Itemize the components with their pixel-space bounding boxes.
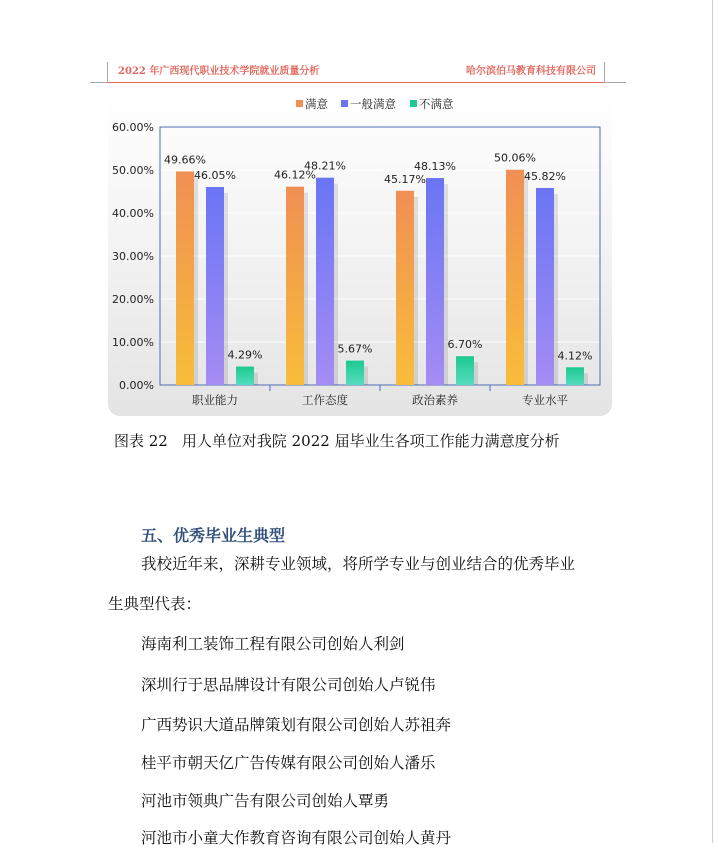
data-label: 6.70% bbox=[447, 338, 483, 352]
legend-label: 满意 bbox=[305, 97, 328, 111]
x-tick-label: 专业水平 bbox=[522, 393, 568, 407]
bar bbox=[176, 171, 194, 385]
data-label: 48.13% bbox=[414, 160, 456, 174]
legend-marker bbox=[341, 100, 348, 107]
legend-marker bbox=[410, 100, 417, 107]
bar bbox=[456, 356, 474, 385]
y-tick-label: 20.00% bbox=[112, 293, 154, 306]
bar bbox=[206, 187, 224, 385]
header-rule bbox=[108, 82, 604, 83]
bar bbox=[396, 191, 414, 385]
paragraph-line-2: 生典型代表： bbox=[108, 595, 202, 613]
y-tick-label: 40.00% bbox=[112, 207, 154, 220]
header-left-text: 2022 年广西现代职业技术学院就业质量分析 bbox=[118, 66, 320, 77]
bar bbox=[536, 188, 554, 385]
bar bbox=[566, 367, 584, 385]
founder-item: 河池市小童大作教育咨询有限公司创始人黄丹 bbox=[141, 829, 452, 847]
data-label: 50.06% bbox=[494, 151, 536, 165]
chart-container bbox=[108, 90, 612, 416]
crop-mark-right bbox=[604, 62, 605, 82]
founder-item: 广西势识大道品牌策划有限公司创始人苏祖奔 bbox=[141, 716, 452, 734]
bar bbox=[286, 187, 304, 385]
y-tick-label: 10.00% bbox=[112, 336, 154, 349]
data-label: 49.66% bbox=[164, 153, 206, 167]
y-tick-label: 0.00% bbox=[119, 379, 154, 392]
data-label: 45.82% bbox=[524, 169, 566, 183]
x-tick-label: 职业能力 bbox=[192, 393, 238, 407]
founder-item: 海南利工装饰工程有限公司创始人利剑 bbox=[141, 635, 405, 653]
paragraph-line-1: 我校近年来，深耕专业领域，将所学专业与创业结合的优秀毕业 bbox=[141, 555, 576, 573]
y-tick-label: 50.00% bbox=[112, 164, 154, 177]
crop-mark-right-h bbox=[604, 82, 626, 83]
caption-prefix: 图表 22 bbox=[114, 432, 168, 450]
x-tick-label: 政治素养 bbox=[412, 393, 458, 407]
legend-marker bbox=[296, 100, 303, 107]
header-right-text: 哈尔滨伯马教育科技有限公司 bbox=[466, 66, 596, 77]
crop-mark-left-h bbox=[90, 82, 108, 83]
data-label: 48.21% bbox=[304, 159, 346, 173]
y-tick-label: 30.00% bbox=[112, 250, 154, 263]
x-tick-label: 工作态度 bbox=[302, 393, 348, 407]
caption-text: 用人单位对我院 2022 届毕业生各项工作能力满意度分析 bbox=[181, 432, 560, 450]
bar bbox=[316, 178, 334, 385]
chart-caption bbox=[114, 430, 560, 451]
founder-item: 桂平市朝天亿广告传媒有限公司创始人潘乐 bbox=[141, 754, 436, 772]
data-label: 4.12% bbox=[557, 349, 593, 363]
founder-item: 深圳行于思品牌设计有限公司创始人卢锐伟 bbox=[141, 676, 436, 694]
data-label: 45.17% bbox=[384, 172, 426, 186]
bar bbox=[236, 367, 254, 385]
data-label: 4.29% bbox=[227, 348, 263, 362]
data-label: 46.05% bbox=[194, 168, 236, 182]
page-edge bbox=[712, 0, 713, 843]
bar bbox=[426, 178, 444, 385]
founder-item: 河池市领典广告有限公司创始人覃勇 bbox=[141, 792, 390, 810]
data-label: 5.67% bbox=[337, 342, 373, 356]
satisfaction-bar-chart bbox=[108, 90, 612, 416]
legend-label: 不满意 bbox=[419, 97, 454, 111]
data-label: 46.12% bbox=[274, 168, 316, 182]
bar bbox=[506, 170, 524, 385]
legend-label: 一般满意 bbox=[350, 97, 396, 111]
section-title: 五、优秀毕业生典型 bbox=[141, 526, 286, 545]
bar bbox=[346, 361, 364, 385]
page-header bbox=[108, 62, 604, 84]
y-tick-label: 60.00% bbox=[112, 121, 154, 134]
